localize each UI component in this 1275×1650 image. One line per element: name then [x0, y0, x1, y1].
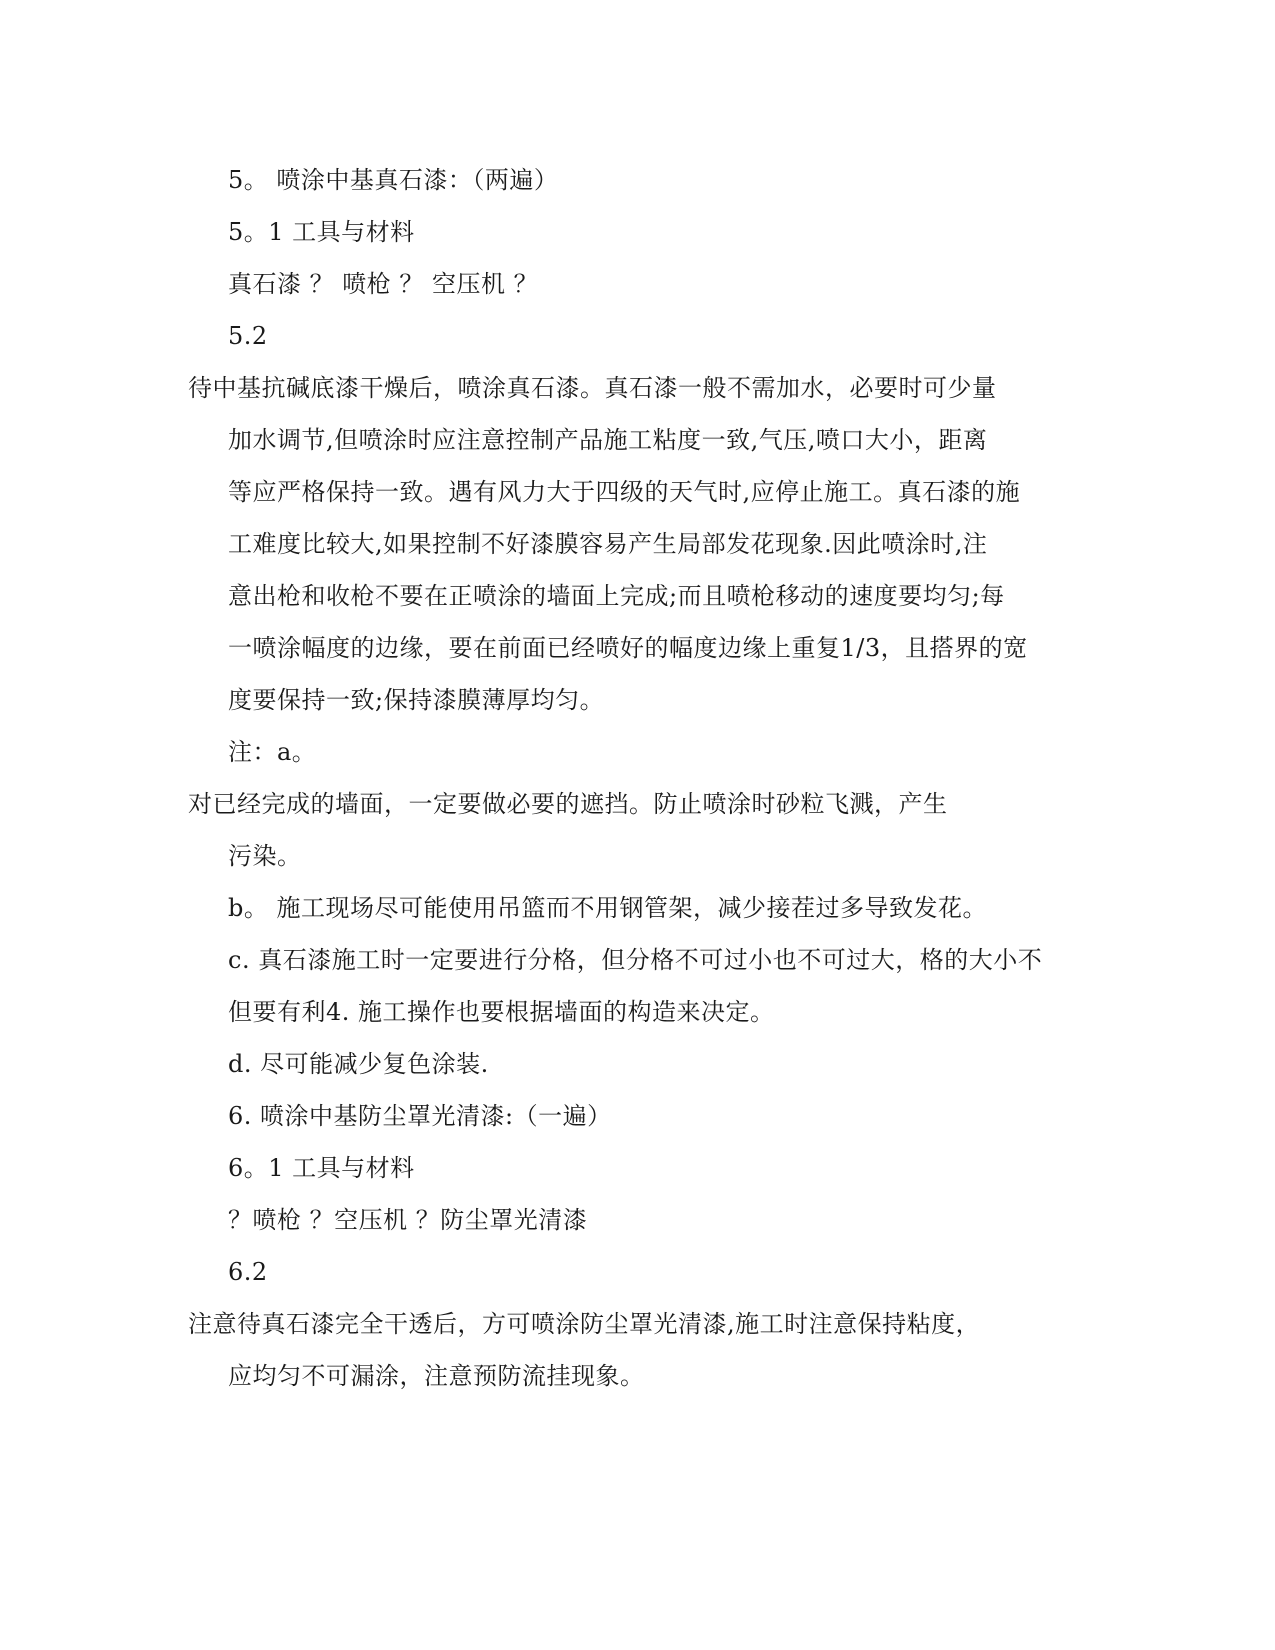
section-6-2-paragraph-line: 应均匀不可漏涂，注意预防流挂现象。 — [228, 1362, 645, 1390]
note-c-text-line: 但要有利4. 施工操作也要根据墙面的构造来决定。 — [228, 998, 775, 1026]
section-5-2-paragraph-line: 意出枪和收枪不要在正喷涂的墙面上完成;而且喷枪移动的速度要均匀;每 — [228, 582, 1005, 610]
section-5-2-paragraph-line: 一喷涂幅度的边缘，要在前面已经喷好的幅度边缘上重复1/3，且搭界的宽 — [228, 634, 1028, 662]
note-d-text: d. 尽可能减少复色涂装. — [228, 1050, 489, 1078]
section-5-2-paragraph-line: 度要保持一致;保持漆膜薄厚均匀。 — [228, 686, 605, 714]
note-a-text-line: 污染。 — [228, 842, 302, 870]
section-6-2-paragraph-line: 注意待真石漆完全干透后，方可喷涂防尘罩光清漆,施工时注意保持粘度， — [188, 1310, 981, 1338]
section-5-2-paragraph-line: 待中基抗碱底漆干燥后，喷涂真石漆。真石漆一般不需加水，必要时可少量 — [188, 374, 997, 402]
section-5-2-paragraph-line: 等应严格保持一致。遇有风力大于四级的天气时,应停止施工。真石漆的施 — [228, 478, 1021, 506]
section-6-2-heading: 6.2 — [228, 1258, 268, 1286]
note-b-text: b。 施工现场尽可能使用吊篮而不用钢管架，减少接茬过多导致发花。 — [228, 894, 987, 922]
section-6-heading: 6. 喷涂中基防尘罩光清漆:（一遍） — [228, 1102, 612, 1130]
section-5-1-materials: 真石漆 ？ 喷枪 ？ 空压机 ？ — [228, 270, 539, 298]
section-5-2-paragraph-line: 工难度比较大,如果控制不好漆膜容易产生局部发花现象.因此喷涂时,注 — [228, 530, 988, 558]
section-5-2-heading: 5.2 — [228, 322, 268, 350]
section-6-1-materials: ？喷枪 ？空压机 ？防尘罩光清漆 — [228, 1206, 588, 1234]
section-6-1-heading: 6。1 工具与材料 — [228, 1154, 415, 1182]
section-5-heading: 5。 喷涂中基真石漆：（两遍） — [228, 166, 559, 194]
section-5-1-heading: 5。1 工具与材料 — [228, 218, 415, 246]
note-a-text-line: 对已经完成的墙面，一定要做必要的遮挡。防止喷涂时砂粒飞溅，产生 — [188, 790, 948, 818]
note-c-text-line: c. 真石漆施工时一定要进行分格，但分格不可过小也不可过大，格的大小不 — [228, 946, 1043, 974]
note-a-label: 注：a。 — [228, 738, 317, 766]
section-5-2-paragraph-line: 加水调节,但喷涂时应注意控制产品施工粘度一致,气压,喷口大小，距离 — [228, 426, 988, 454]
